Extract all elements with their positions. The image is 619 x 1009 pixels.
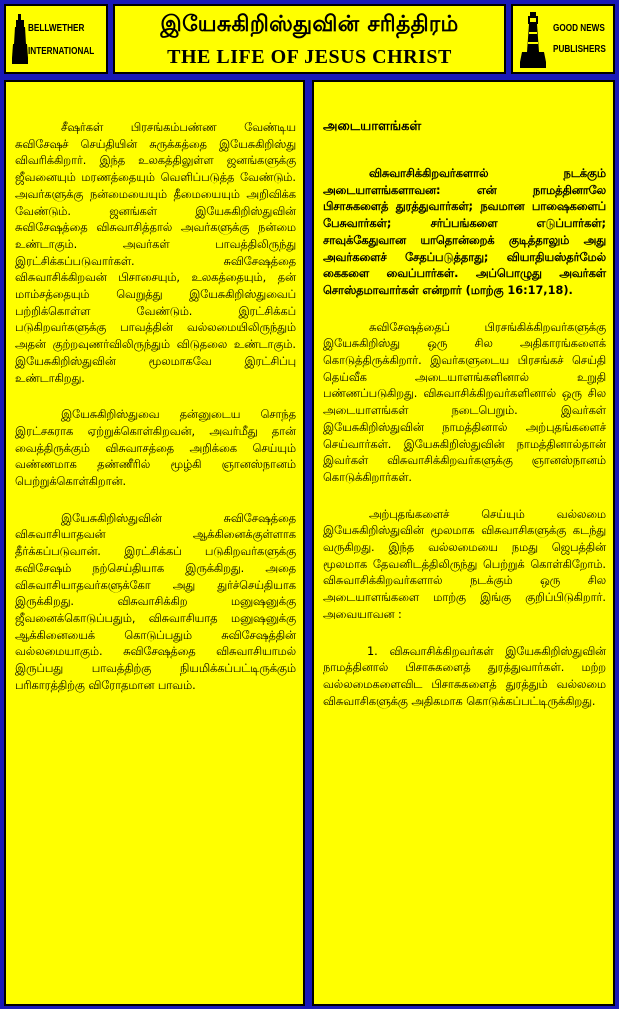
logo-left-line2: INTERNATIONAL bbox=[28, 45, 95, 57]
lighthouse-icon bbox=[520, 12, 546, 68]
page-title-english: THE LIFE OF JESUS CHRIST bbox=[167, 46, 452, 68]
bellwether-icon bbox=[12, 14, 28, 66]
logo-left-line1: BELLWETHER bbox=[28, 22, 85, 34]
scripture-verse: விசுவாசிக்கிறவர்களால் நடக்கும் அடையாளங்களாவன: என் நாமத்தினாலே பிசாசுகளைத் துரத்துவார்கள்; நவமான பாஷைகளைப் பேசுவார்கள்; சர்ப்பங்களை எடுப்பார்கள்; சாவுக்கேதுவான யாதொன்றைக் குடித்தாலும் அது அவர்களைச் சேதப்படுத்தாது; வியாதியஸ்தர்மேல் கைகளை வைப்பார்கள். அப்பொழுது அவர்கள் சொஸ்தமாவார்கள் என்றார் (மாற்கு 16:17,18). bbox=[323, 167, 606, 297]
right-paragraph-2: அற்புதங்களைச் செய்யும் வல்லமை இயேசுகிறிஸ்துவின் மூலமாக விசுவாசிகளுக்கு கடந்து வருகிறது. இந்த வல்லமையை நமது ஜெபத்தின் மூலமாக தேவனிடத்திலிருந்து பெற்றுக் கொள்கிறோம். விசுவாசிக்கிறவர்களால் நடக்கும் ஒரு சில அடையாளங்களை மாற்கு இங்கு குறிப்பிடுகிறார். அவையாவன : bbox=[323, 507, 606, 621]
bellwether-logo-text bbox=[28, 22, 94, 58]
bellwether-logo bbox=[4, 4, 108, 74]
left-paragraph-3: இயேசுகிறிஸ்துவின் சுவிசேஷத்தை விசுவாசியாதவன் ஆக்கினைக்குள்ளாக தீர்க்கப்படுவான். இரட்சிக்கப் படுகிறவர்களுக்கு சுவிசேஷம் நற்செய்தியாக இருக்கிறது. அதை விசுவாசியாதவர்களுக்கோ அது துர்ச்செய்தியாக இருக்கிறது. விசுவாசிக்கிற மனுஷனுக்கு ஜீவனைக்கொடுப்பதும், விசுவாசியாத மனுஷனுக்கு ஆக்கினையைக் கொடுப்பதும் சுவிசேஷத்தின் வல்லமையாகும். சுவிசேஷத்தை விசுவாசியாமல் இருப்பது பாவத்திற்கு நியமிக்கப்பட்டிருக்கும் பரிகாரத்திற்கு விரோதமான பாவம். bbox=[15, 511, 296, 692]
numbered-item-1: 1. விசுவாசிக்கிறவர்கள் இயேசுகிறிஸ்துவின் நாமத்தினால் பிசாசுகளைத் துரத்துவார்கள். மற்ற வல்லமைகளைவிட பிசாசுகளைத் துரத்தும் வல்லமை விசுவாசிகளுக்கு அதிகமாக கொடுக்கப்பட்டிருக்கிறது. bbox=[323, 644, 606, 708]
right-column bbox=[312, 80, 615, 1006]
page-title-tamil: இயேசுகிறிஸ்துவின் சரித்திரம் bbox=[160, 12, 459, 37]
left-paragraph-1: சீஷர்கள் பிரசங்கம்பண்ண வேண்டிய சுவிசேஷச் செய்தியின் சுருக்கத்தை இயேசுகிறிஸ்து விவரிக்கிறார். இந்த உலகத்திலுள்ள ஜனங்களுக்கு ஜீவனையும் மரணத்தையும் வெளிப்படுத்த வேண்டும். அவர்களுக்கு நன்மையையும் தீமையையும் அறிவிக்க வேண்டும். ஜனங்கள் இயேசுகிறிஸ்துவின் சுவிசேஷத்தை விசுவாசித்தால் அவர்களுக்கு நன்மை உண்டாகும். அவர்கள் பாவத்திலிருந்து இரட்சிக்கப்படுவார்கள். சுவிசேஷத்தை விசுவாசிக்கிறவன் பிசாசையும், உலகத்தையும், தன் மாம்சத்தையும் வெறுத்து இயேசுகிறிஸ்துவைப் பற்றிக்கொள்ள வேண்டும். இரட்சிக்கப் படுகிறவர்களுக்கு பாவத்தின் வல்லமையிலிருந்தும் அதன் குற்றவுணர்விலிருந்தும் விடுதலை உண்டாகும். இயேசுகிறிஸ்துவின் மூலமாகவே இரட்சிப்பு உண்டாகிறது. bbox=[15, 121, 296, 385]
good-news-logo-text bbox=[553, 22, 606, 56]
good-news-logo bbox=[511, 4, 615, 74]
title-banner bbox=[113, 4, 506, 74]
logo-right-line2: PUBLISHERS bbox=[553, 43, 606, 55]
left-column bbox=[4, 80, 305, 1006]
logo-right-line1: GOOD NEWS bbox=[553, 22, 605, 34]
section-heading: அடையாளங்கள் bbox=[323, 119, 422, 134]
left-paragraph-2: இயேசுகிறிஸ்துவை தன்னுடைய சொந்த இரட்சகராக ஏற்றுக்கொள்கிறவன், அவர்மீது தான் வைத்திருக்கும் விசுவாசத்தை அறிக்கை செய்யும் வண்ணமாக தண்ணீரில் மூழ்கி ஞானஸ்நானம் பெற்றுக்கொள்கிறான். bbox=[15, 408, 296, 489]
right-paragraph-1: சுவிசேஷத்தைப் பிரசங்கிக்கிறவர்களுக்கு இயேசுகிறிஸ்து ஒரு சில அதிகாரங்களைக் கொடுத்திருக்கிறார். இவர்களுடைய பிரசங்கச் செய்தி தெய்வீக அடையாளங்களினால் உறுதி பண்ணப்படுகிறது. விசுவாசிக்கிறவர்களினால் ஒரு சில அடையாளங்கள் நடைபெறும். இவர்கள் இயேசுகிறிஸ்துவின் நாமத்தினால் அற்புதங்களைச் செய்வார்கள். இயேசுகிறிஸ்துவின் நாமத்தினால்தான் இவர்கள் விசுவாசிக்கிறவர்களுக்கு ஞானஸ்நானம் கொடுக்கிறார்கள். bbox=[323, 320, 606, 484]
